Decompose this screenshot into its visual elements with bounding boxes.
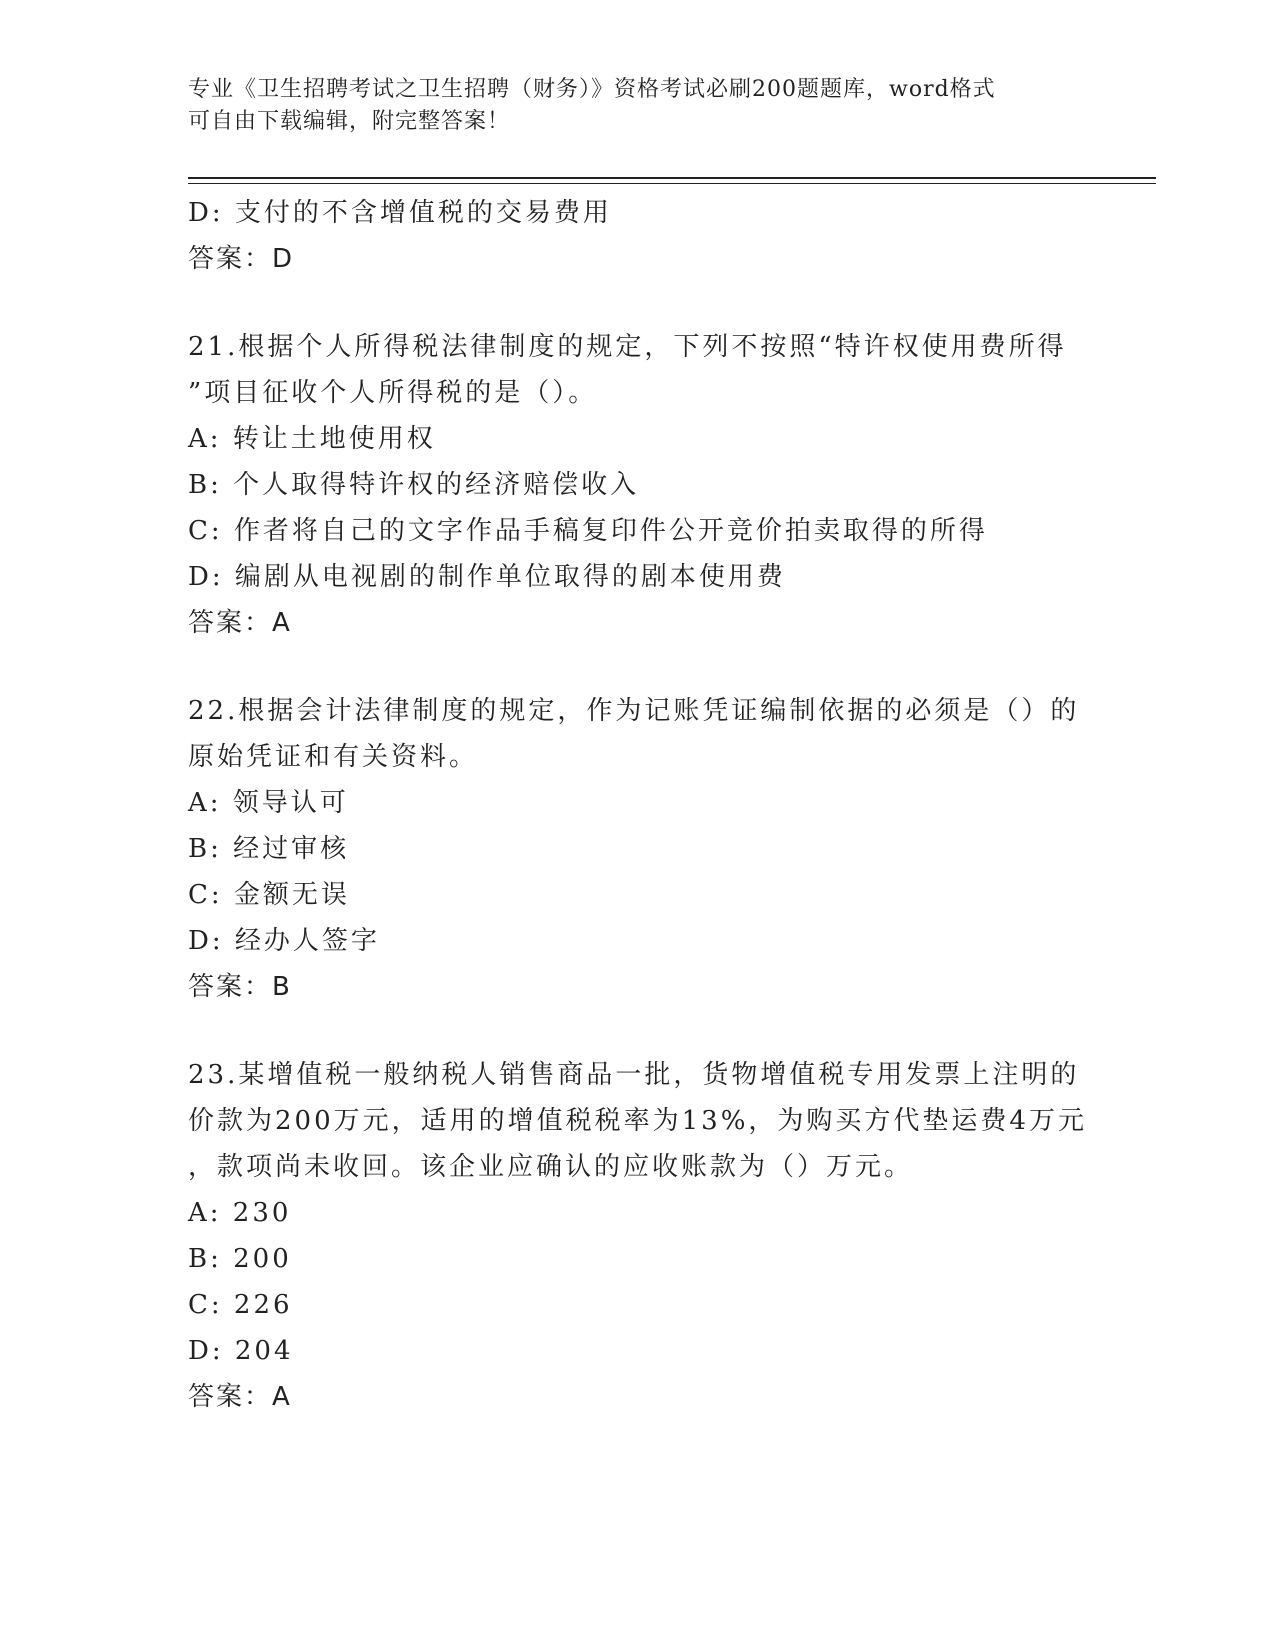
option-c: C: 作者将自己的文字作品手稿复印件公开竞价拍卖取得的所得: [188, 516, 988, 546]
spacer: [188, 646, 1088, 688]
header-title-line-1: 专业《卫生招聘考试之卫生招聘（财务）》资格考试必刷200题题库，word格式: [188, 77, 996, 102]
option-d: D: 经办人签字: [188, 926, 380, 956]
question-23: [188, 1052, 1088, 1420]
document-header: [188, 74, 1088, 138]
header-rule-thick: [188, 177, 1156, 179]
option-a: A: 230: [188, 1198, 292, 1228]
option-a: A: 转让土地使用权: [188, 424, 436, 454]
question-20-continued: [188, 190, 1088, 282]
header-rule-thin: [188, 183, 1156, 184]
answer-line: 答案：A: [188, 608, 292, 638]
answer-line: 答案：D: [188, 244, 295, 274]
question-text: 23.某增值税一般纳税人销售商品一批，货物增值税专用发票上注明的: [188, 1060, 1080, 1090]
spacer: [188, 282, 1088, 324]
option-c: C: 金额无误: [188, 880, 350, 910]
option-d: D: 204: [188, 1336, 294, 1366]
answer-line: 答案：B: [188, 972, 292, 1002]
question-content: [188, 190, 1088, 1420]
answer-line: 答案：A: [188, 1382, 292, 1412]
option-a: A: 领导认可: [188, 788, 349, 818]
option-d: D: 支付的不含增值税的交易费用: [188, 198, 612, 228]
question-text: ”项目征收个人所得税的是（）。: [188, 378, 598, 408]
question-text: ，款项尚未收回。该企业应确认的应收账款为（）万元。: [188, 1152, 914, 1182]
question-text: 价款为200万元，适用的增值税税率为13%，为购买方代垫运费4万元: [188, 1106, 1087, 1136]
option-b: B: 200: [188, 1244, 292, 1274]
question-22: [188, 688, 1088, 1010]
header-title-line-2: 可自由下载编辑，附完整答案！: [188, 109, 511, 134]
option-d: D: 编剧从电视剧的制作单位取得的剧本使用费: [188, 562, 786, 592]
spacer: [188, 1010, 1088, 1052]
question-text: 22.根据会计法律制度的规定，作为记账凭证编制依据的必须是（）的: [188, 696, 1080, 726]
question-21: [188, 324, 1088, 646]
question-text: 原始凭证和有关资料。: [188, 742, 479, 772]
option-c: C: 226: [188, 1290, 293, 1320]
option-b: B: 个人取得特许权的经济赔偿收入: [188, 470, 640, 500]
question-text: 21.根据个人所得税法律制度的规定，下列不按照“特许权使用费所得: [188, 332, 1067, 362]
option-b: B: 经过审核: [188, 834, 350, 864]
